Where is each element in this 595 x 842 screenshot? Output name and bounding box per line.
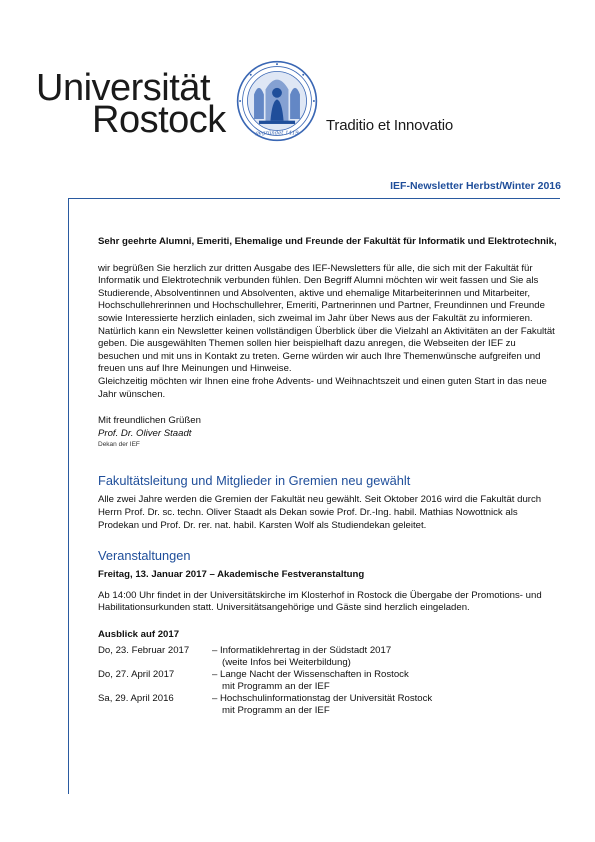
event-line: – Hochschulinformationstag der Universität Rostock (212, 693, 433, 705)
event-line: mit Programm an der IEF (222, 681, 330, 693)
event-line: – Lange Nacht der Wissenschaften in Rostock (212, 669, 409, 681)
section-heading-events: Veranstaltungen (98, 548, 191, 564)
event-description (212, 669, 560, 693)
newsletter-body (98, 236, 560, 717)
university-motto: Traditio et Innovatio (326, 117, 453, 134)
outlook-events-list (98, 645, 560, 717)
event-description (212, 693, 560, 717)
list-item (98, 693, 560, 717)
event-line: – Informatiklehrertag in der Südstadt 2017 (212, 645, 392, 657)
section-heading-leadership: Fakultätsleitung und Mitglieder in Gremien neu gewählt (98, 473, 411, 489)
event-line: mit Programm an der IEF (222, 705, 330, 717)
letter-intro: wir begrüßen Sie herzlich zur dritten Ausgabe des IEF-Newsletters für alle, die sich mit der Fakultät für Informatik und Elektrotechnik verbunden fühlen. Den Begriff Alumni möchten wir weit fassen und Sie als Studierende, Absolventinnen und Absolventen, aktive und ehemalige Mitarbeiterinnen und Mitarbeiter, Hochschullehrerinnen und Hochschullehrer, Emeriti, Partnerinnen und Partner, Freundinnen und Freunde sowie Interessierte herzlich einladen, sich zweimal im Jahr über News aus der Fakultät zu informieren. Natürlich kann ein Newsletter keinen vollständigen Überblick über die Vielzahl an Aktivitäten an der Fakultät geben. Die ausgewählten Themen sollen hier beispielhaft dazu anregen, die Webseiten der IEF zu besuchen und mit uns in Kontakt zu treten. Gerne würden wir auch Ihre Themenwünsche aufgreifen und freuen uns auf Ihre Meinungen und Hinweise. (98, 262, 555, 375)
event-description (212, 645, 560, 669)
brand-line-2: Rostock (92, 99, 226, 141)
frame-left-rule (68, 198, 69, 794)
list-item (98, 669, 560, 693)
featured-event-title: Freitag, 13. Januar 2017 – Akademische Festveranstaltung (98, 569, 365, 581)
newsletter-issue-title: IEF-Newsletter Herbst/Winter 2016 (390, 180, 561, 192)
seal-inscription: gegründet 1419 (255, 130, 299, 137)
event-date: Do, 23. Februar 2017 (98, 645, 190, 657)
university-seal-icon (236, 60, 318, 142)
university-logo-wordmark (36, 67, 236, 141)
letter-closing: Mit freundlichen Grüßen (98, 415, 201, 427)
frame-top-rule (68, 198, 560, 199)
brand-line-1: Universität (36, 67, 210, 109)
outlook-title: Ausblick auf 2017 (98, 628, 180, 640)
event-line: (weite Infos bei Weiterbildung) (222, 657, 351, 669)
letter-wishes: Gleichzeitig möchten wir Ihnen eine frohe Advents- und Weihnachtszeit und einen guten Start in das neue Jahr wünschen. (98, 375, 547, 400)
section-leadership-body: Alle zwei Jahre werden die Gremien der Fakultät neu gewählt. Seit Oktober 2016 wird die Fakultät durch Herrn Prof. Dr. sc. techn. Oliver Staadt als Dekan sowie Prof. Dr.-Ing. habil. Mathias Nowottnick als Prodekan und Prof. Dr. rer. nat. habil. Karsten Wolf als Studiendekan geleitet. (98, 494, 542, 531)
event-date: Sa, 29. April 2016 (98, 693, 174, 705)
letter-signer-role: Dekan der IEF (98, 441, 140, 449)
featured-event-body: Ab 14:00 Uhr findet in der Universitätskirche im Klosterhof in Rostock die Übergabe der Promotions- und Habilitationsurkunden statt. Universitätsangehörige und Gäste sind herzlich eingeladen. (98, 589, 542, 614)
letter-salutation: Sehr geehrte Alumni, Emeriti, Ehemalige und Freunde der Fakultät für Informatik und Elektrotechnik, (98, 236, 557, 247)
event-date: Do, 27. April 2017 (98, 669, 175, 681)
list-item (98, 645, 560, 669)
letter-signer: Prof. Dr. Oliver Staadt (98, 427, 192, 439)
